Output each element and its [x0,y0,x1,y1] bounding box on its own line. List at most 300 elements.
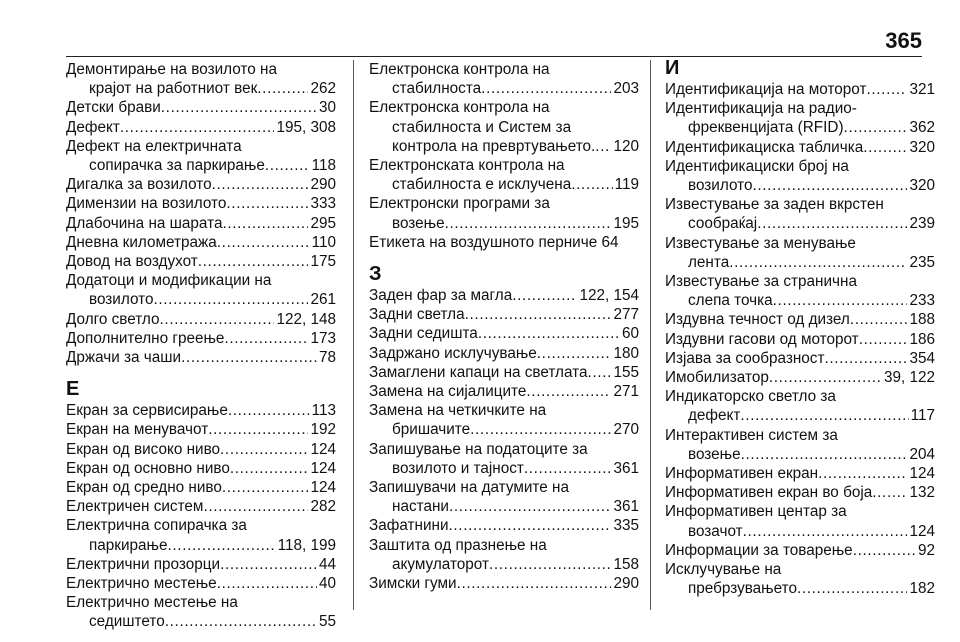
dot-leader [265,156,310,175]
index-entry [369,401,639,439]
entry-page: 362 [909,119,935,137]
entry-line [369,79,639,98]
index-entry [665,138,935,157]
dot-leader [797,579,908,598]
entry-term: крајот на работниот век [89,80,258,98]
entry-page: 158 [613,555,639,573]
entry-term: возење [688,445,741,463]
entry-page: 60 [621,325,639,343]
index-entry [66,118,336,137]
entry-page: 239 [909,215,935,233]
dot-leader [850,310,908,329]
entry-page: 124 [310,459,336,477]
dot-leader [769,368,882,387]
index-column-3 [665,57,935,598]
entry-page: 39, 122 [883,369,935,387]
index-entry [369,324,639,343]
dot-leader [844,118,908,137]
index-entry [66,233,336,252]
entry-text-line: Известување за странична [665,273,857,291]
entry-line [66,401,336,420]
entry-page: 203 [613,80,639,98]
dot-leader [489,555,611,574]
entry-page: 320 [909,138,935,156]
dot-leader [818,464,907,483]
dot-leader [449,497,612,516]
entry-line [369,382,639,401]
dot-leader [220,440,308,459]
entry-page: 182 [909,580,935,598]
entry-page: 173 [310,329,336,347]
entry-line [369,137,639,156]
column-divider [650,60,651,610]
entry-term: Замаглени капаци на светлата [369,363,588,381]
entry-page: 118, 199 [277,536,336,554]
index-entry [66,214,336,233]
entry-line [665,579,935,598]
entry-page: 321 [909,81,935,98]
index-entry [665,502,935,540]
entry-term: Идентификациска табличка [665,138,864,156]
index-entry [369,233,639,252]
entry-term: стабилноста [392,80,482,98]
dot-leader [729,253,907,272]
index-entry [369,344,639,363]
entry-line [66,175,336,194]
index-entry [66,440,336,459]
entry-line [665,445,935,464]
entry-page: 188 [909,311,935,329]
entry-line [66,440,336,459]
entry-term: Задни светла [369,306,465,324]
dot-leader [752,176,907,195]
dot-leader [165,612,317,631]
index-entry [369,382,639,401]
entry-page: 78 [318,349,336,367]
index-entry [369,194,639,232]
index-entry [665,349,935,368]
entry-text-line: Индикаторско светло за [665,388,836,406]
index-entry [665,272,935,310]
entry-term: стабилноста е исклучена [392,176,572,194]
index-entry [66,60,336,98]
entry-line [66,156,336,175]
entry-page: 295 [310,214,336,232]
dot-leader [853,541,916,560]
dot-leader [222,478,309,497]
entry-text-line: Информативен центар за [665,503,847,521]
entry-line [369,214,639,233]
entry-line [66,420,336,439]
entry-page: 290 [310,176,336,194]
entry-line [66,329,336,348]
index-entry [665,368,935,387]
dot-leader [457,574,612,593]
entry-line [66,348,336,367]
entry-text-line: Дефект на електричната [66,137,242,155]
entry-term: Изјава за сообразност [665,349,825,367]
entry-line [665,80,935,99]
index-entry [665,330,935,349]
entry-text-line: Интерактивен систем за [665,426,838,444]
index-entry [369,286,639,305]
entry-term: Зимски гуми [369,575,457,593]
entry-line [665,368,935,387]
index-column-2 [369,60,639,593]
dot-leader [217,574,317,593]
entry-page: 113 [311,402,336,420]
entry-term: Електрично местење [66,575,217,593]
entry-term: пребрзувањето [688,580,797,598]
dot-leader [203,497,308,516]
entry-page: 124 [310,479,336,497]
entry-text-line: Електронската контрола на [369,157,565,175]
dot-leader [537,344,612,363]
entry-page: 320 [909,177,935,195]
entry-line [66,612,336,631]
index-entry [665,426,935,464]
entry-text-line: Електронска контрола на [369,99,550,117]
entry-text-line: Електрично местење на [66,594,238,612]
dot-leader [208,420,308,439]
entry-line [66,310,336,329]
entry-page: 235 [909,253,935,271]
entry-line [369,574,639,593]
index-entry [66,98,336,117]
dot-leader [120,118,275,137]
index-entry [665,80,935,99]
entry-line [369,555,639,574]
dot-leader [217,233,310,252]
entry-term: Задржано исклучување [369,344,537,362]
dot-leader [226,194,308,213]
entry-text-line: Електронски програми за [369,195,550,213]
entry-term: фреквенцијата (RFID) [688,119,844,137]
dot-leader [181,348,317,367]
entry-term: сообраќај [688,215,758,233]
entry-line [665,464,935,483]
index-entry [369,60,639,98]
entry-page: 195 [613,214,639,232]
index-entry [665,234,935,272]
entry-line [66,233,336,252]
section-letter: Е [66,378,80,401]
entry-text-line: Електронска контрола на [369,61,550,78]
entry-term: Екран од средно ниво [66,479,222,497]
dot-leader [526,382,611,401]
entry-line [66,98,336,117]
entry-text-line: Заштита од празнење на [369,536,547,554]
entry-page: 271 [613,383,639,401]
entry-page: 122, 154 [579,287,639,305]
entry-text-line: Идентификација на радио- [665,100,857,118]
entry-term: возачот [688,522,743,540]
dot-leader [524,459,612,478]
entry-term: сопирачка за паркирање [89,157,265,175]
entry-page: 192 [310,421,336,439]
entry-page: 120 [613,137,639,155]
index-entry [665,157,935,195]
entry-line [665,214,935,233]
entry-page: 55 [318,613,336,631]
entry-term: слепа точка [688,292,773,310]
index-entry [66,271,336,309]
index-entry [369,440,639,478]
dot-leader [866,80,907,99]
entry-line [66,459,336,478]
entry-term: лента [688,253,730,271]
entry-line [665,330,935,349]
entry-text-line: Известување за заден вкрстен [665,196,884,214]
dot-leader [230,459,309,478]
entry-line [66,574,336,593]
entry-line [66,555,336,574]
index-entry [369,516,639,535]
entry-line [66,79,336,98]
entry-text-line: Демонтирање на возилото на [66,61,277,78]
entry-page: 262 [310,80,336,98]
entry-term: Идентификација на моторот [665,81,867,98]
entry-text-line: Замена на четкичките на [369,402,547,420]
section-letter: З [369,263,382,286]
entry-line [369,516,639,535]
entry-text-line: Исклучување на [665,561,782,579]
entry-line [369,175,639,194]
index-entry [66,516,336,554]
entry-line [369,344,639,363]
entry-page: 155 [613,363,639,381]
dot-leader [824,349,907,368]
entry-line [665,118,935,137]
entry-page: 333 [310,195,336,213]
index-entry [66,194,336,213]
entry-text-line: Идентификациски број на [665,157,849,175]
entry-line [369,497,639,516]
dot-leader [212,175,309,194]
entry-line [369,286,639,305]
entry-page: 175 [310,253,336,271]
entry-text-line: стабилноста и Систем за [392,118,572,136]
entry-page: 290 [613,575,639,593]
entry-line [66,118,336,137]
dot-leader [757,214,907,233]
dot-leader [595,137,611,156]
entry-term: Длабочина на шарата [66,214,223,232]
entry-page: 117 [910,407,935,425]
dot-leader [257,79,308,98]
index-entry [66,329,336,348]
entry-page: 122, 148 [276,310,336,328]
entry-term: Зафатнини [369,517,449,535]
dot-leader [512,286,577,305]
entry-page: 132 [909,484,935,502]
entry-page: 119 [614,176,639,194]
entry-page: 204 [909,445,935,463]
dot-leader [470,420,611,439]
entry-page: 180 [613,344,639,362]
index-entry [369,156,639,194]
entry-term: возилото и тајност [392,459,524,477]
entry-term: Довод на воздухот [66,253,198,271]
entry-term: Дефект [66,118,120,136]
dot-leader [741,445,908,464]
index-entry [66,574,336,593]
dot-leader [160,310,275,329]
entry-term: Дигалка за возилото [66,176,212,194]
entry-term: контрола на превртувањето. [392,137,596,155]
index-entry [665,541,935,560]
entry-page: 277 [613,306,639,324]
entry-line [66,214,336,233]
entry-term: Заден фар за магла [369,287,513,305]
entry-term: седиштето [89,613,165,631]
dot-leader [740,406,908,425]
entry-term: Дополнително греење [66,329,225,347]
dot-leader [228,401,310,420]
entry-term: бришачите [392,421,471,439]
section-letter: И [665,57,680,79]
index-entry [66,137,336,175]
entry-line [66,252,336,271]
entry-line [369,363,639,382]
entry-text-line: Додатоци и модификации на [66,272,272,290]
entry-page: 354 [909,349,935,367]
entry-term: Екран на менувачот [66,421,209,439]
entry-line [369,305,639,324]
entry-term: Дневна километража [66,233,217,251]
index-entry [665,310,935,329]
entry-term: Замена на сијалиците [369,383,527,401]
entry-line [665,349,935,368]
index-column-1 [66,60,336,632]
index-entry [66,252,336,271]
dot-leader [222,214,308,233]
dot-leader [478,324,620,343]
dot-leader [588,363,612,382]
entry-line [665,522,935,541]
entry-line [665,541,935,560]
dot-leader [449,516,612,535]
entry-page: 195, 308 [276,118,336,136]
dot-leader [859,330,908,349]
entry-text-line: Запишувачи на датумите на [369,479,569,497]
entry-page: 282 [310,498,336,516]
entry-line [66,194,336,213]
dot-leader [224,329,308,348]
entry-line [665,291,935,310]
entry-text-line: Известување за менување [665,234,856,252]
entry-page: 40 [318,575,336,593]
entry-page: 335 [613,517,639,535]
entry-line [665,253,935,272]
index-entry [369,478,639,516]
index-entry [66,459,336,478]
entry-term: Задни седишта [369,325,478,343]
entry-page: 261 [310,291,336,309]
entry-term: возење [392,214,445,232]
index-entry [66,420,336,439]
entry-text-line: Запишување на податоците за [369,440,588,458]
index-entry [665,464,935,483]
entry-line [665,483,935,502]
index-entry [369,98,639,156]
entry-term: Држачи за чаши [66,349,182,367]
index-entry [66,310,336,329]
index-entry [66,555,336,574]
dot-leader [773,291,908,310]
dot-leader [220,555,317,574]
entry-line [66,290,336,309]
entry-page: 124 [909,465,935,483]
dot-leader [198,252,309,271]
dot-leader [743,522,908,541]
entry-page: 186 [909,330,935,348]
entry-term: акумулаторот [392,555,489,573]
entry-page: 110 [311,233,336,251]
entry-term: дефект [688,407,741,425]
dot-leader [481,79,611,98]
dot-leader [571,175,612,194]
entry-line [66,536,336,555]
entry-term: возилото [89,291,154,309]
entry-term: Долго светло [66,310,160,328]
dot-leader [161,98,317,117]
index-entry [66,401,336,420]
dot-leader [872,483,907,502]
index-entry [369,305,639,324]
index-entry [66,478,336,497]
entry-term: Детски брави [66,99,161,117]
dot-leader [168,536,276,555]
entry-term: паркирање [89,536,168,554]
index-entry [66,175,336,194]
dot-leader [465,305,612,324]
entry-term: Информативен екран во боја [665,484,873,502]
index-entry [66,593,336,631]
index-entry [369,574,639,593]
entry-term: Димензии на возилото [66,195,227,213]
entry-page: 30 [318,99,336,117]
entry-term: Информации за товарење [665,541,853,559]
entry-page: 124 [310,440,336,458]
page-number: 365 [885,28,922,53]
entry-page: 124 [909,522,935,540]
entry-page: 118 [311,157,336,175]
entry-term: Издувни гасови од моторот [665,330,859,348]
entry-text-line: Електрична сопирачка за [66,517,247,535]
index-entry [665,387,935,425]
dot-leader [445,214,612,233]
index-entry [369,363,639,382]
entry-text-line: Етикета на воздушното перниче 64 [369,233,619,251]
entry-page: 233 [909,292,935,310]
index-entry [665,99,935,137]
entry-term: Информативен екран [665,465,819,483]
entry-line [665,176,935,195]
entry-term: Екран од високо ниво [66,440,221,458]
entry-term: Електричен систем [66,498,204,516]
entry-term: возилото [688,177,753,195]
entry-line [665,310,935,329]
entry-line [66,497,336,516]
index-entry [66,497,336,516]
index-entry [665,483,935,502]
entry-line [369,324,639,343]
index-entry [369,536,639,574]
column-divider [353,60,354,610]
entry-page: 361 [613,498,639,516]
entry-term: Издувна течност од дизел [665,311,850,329]
